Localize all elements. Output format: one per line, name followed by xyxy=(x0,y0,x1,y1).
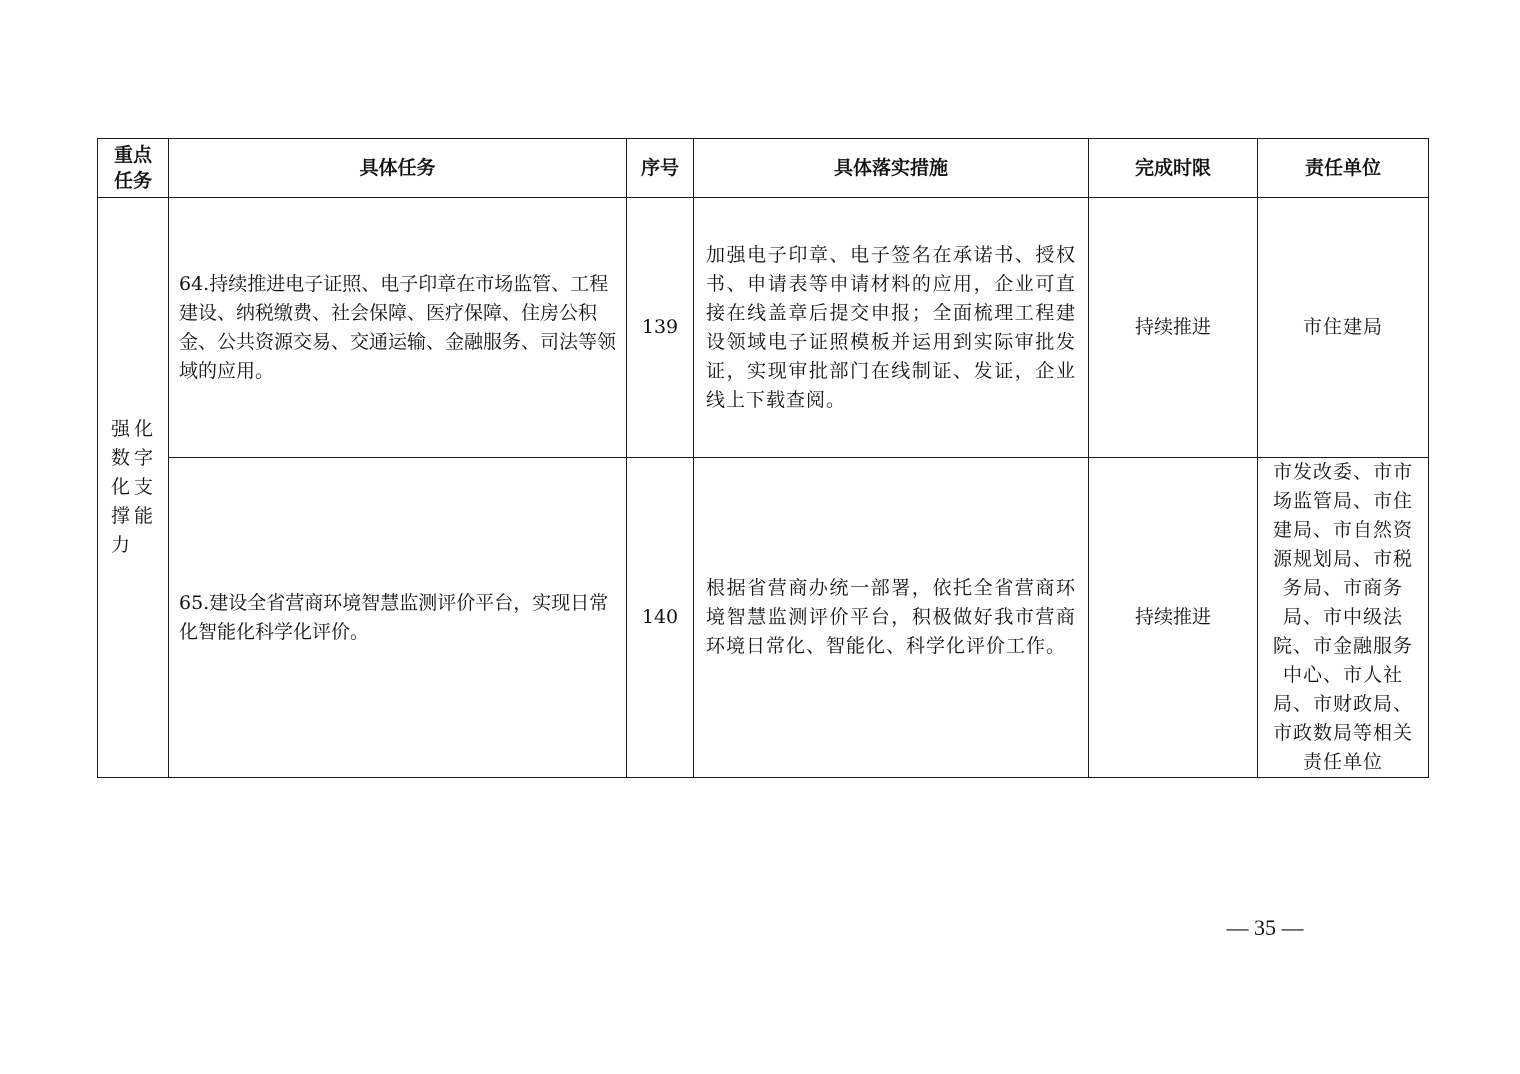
header-seq: 序号 xyxy=(627,139,694,198)
header-deadline: 完成时限 xyxy=(1089,139,1258,198)
unit-cell: 市发改委、市市场监管局、市住建局、市自然资源规划局、市税务局、市商务局、市中级法院、市金融服务中心、市人社局、市财政局、市政数局等相关责任单位 xyxy=(1258,458,1429,778)
page-number: — 35 — xyxy=(1226,915,1304,940)
table-row xyxy=(98,458,1429,778)
task-table xyxy=(97,138,1429,778)
measure-cell: 根据省营商办统一部署，依托全省营商环境智慧监测评价平台，积极做好我市营商环境日常化、智能化、科学化评价工作。 xyxy=(694,458,1089,778)
unit-cell: 市住建局 xyxy=(1258,198,1429,458)
deadline-cell: 持续推进 xyxy=(1089,198,1258,458)
table-header-row xyxy=(98,139,1429,198)
table-row xyxy=(98,198,1429,458)
header-category: 重点任务 xyxy=(98,139,169,198)
measure-cell: 加强电子印章、电子签名在承诺书、授权书、申请表等申请材料的应用，企业可直接在线盖章后提交申报；全面梳理工程建设领域电子证照模板并运用到实际审批发证，实现审批部门在线制证、发证，企业线上下载查阅。 xyxy=(694,198,1089,458)
category-cell xyxy=(98,198,169,778)
deadline-cell: 持续推进 xyxy=(1089,458,1258,778)
header-unit: 责任单位 xyxy=(1258,139,1429,198)
seq-cell: 140 xyxy=(627,458,694,778)
task-cell: 64.持续推进电子证照、电子印章在市场监管、工程建设、纳税缴费、社会保障、医疗保障、住房公积金、公共资源交易、交通运输、金融服务、司法等领域的应用。 xyxy=(169,198,627,458)
category-label: 强化数字化支撑能力 xyxy=(111,418,158,556)
header-measure: 具体落实措施 xyxy=(694,139,1089,198)
task-cell: 65.建设全省营商环境智慧监测评价平台，实现日常化智能化科学化评价。 xyxy=(169,458,627,778)
header-task: 具体任务 xyxy=(169,139,627,198)
seq-cell: 139 xyxy=(627,198,694,458)
